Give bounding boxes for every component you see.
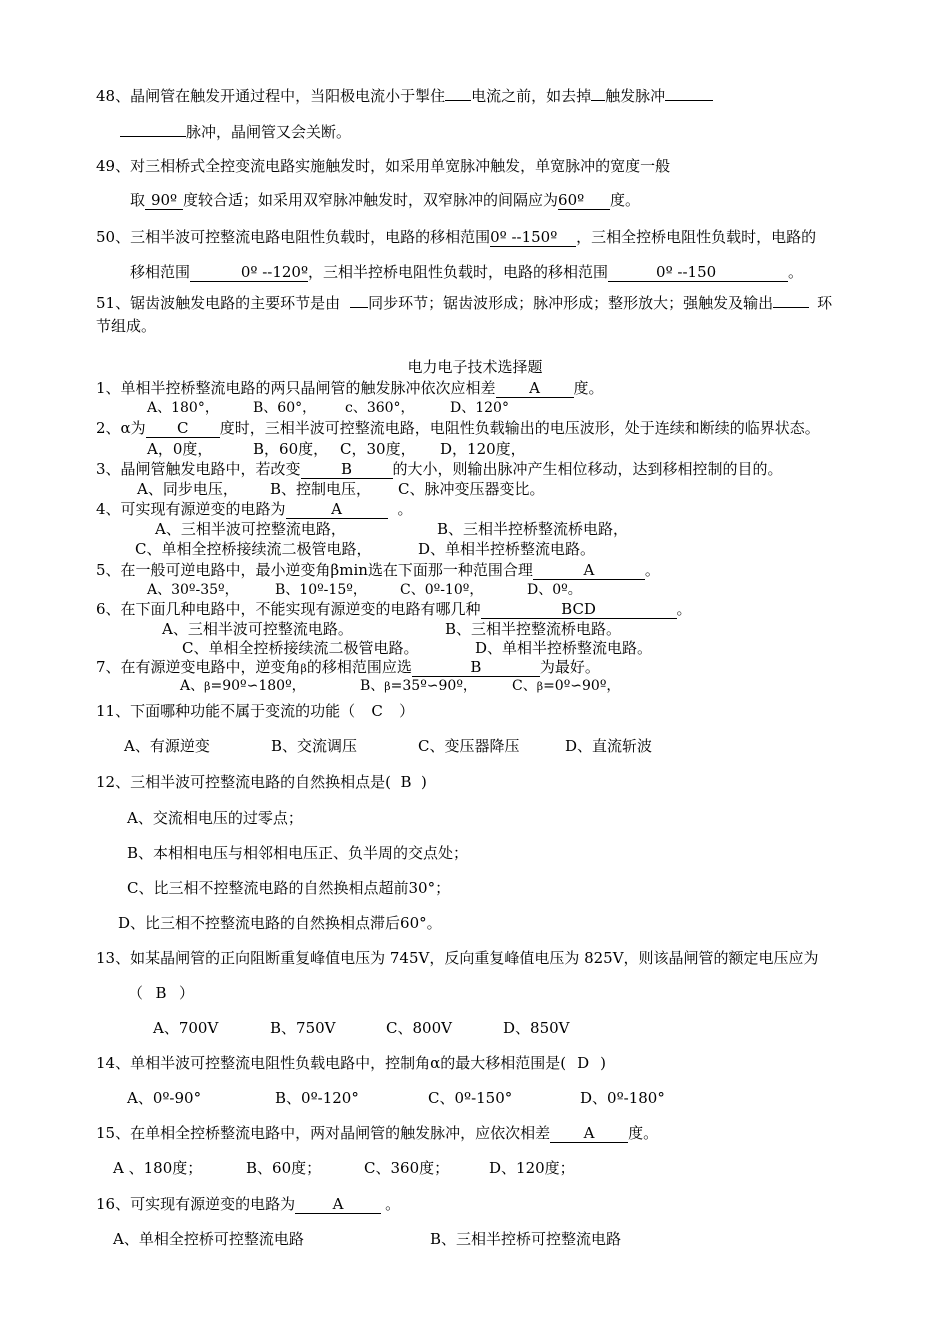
q16-option-a: A、单相全控桥可控整流电路 [113, 1230, 304, 1248]
mc2-stem [96, 418, 820, 438]
q15-option-c: C、360度； [364, 1159, 450, 1177]
q51-line2: 节组成。 [96, 317, 157, 335]
mc1-option-d: D、120° [450, 400, 509, 416]
mc7-option-b-beta: β [384, 680, 391, 693]
q48-blank1 [445, 100, 471, 101]
q51-text-a: 51、锯齿波触发电路的主要环节是由 [96, 294, 341, 312]
q14-text: 14、单相半波可控整流电阻性负载电路中，控制角α的最大移相范围是( [96, 1054, 567, 1072]
mc5-option-d: D、0º。 [527, 582, 582, 598]
mc7-beta: β [300, 662, 307, 675]
q15-text: 15、在单相全控桥整流电路中，两对晶闸管的触发脉冲，应依次相差 [96, 1124, 551, 1142]
mc7-answer: B [412, 659, 540, 677]
mc2-option-c: C，30度， [340, 440, 416, 458]
mc2-option-b: B，60度， [253, 440, 329, 458]
mc3-end: 的大小，则输出脉冲产生相位移动，达到移相控制的目的。 [392, 460, 783, 478]
q48-blank4 [120, 136, 186, 137]
q13-paren-open: （ [128, 984, 144, 1002]
mc1-end: 度。 [573, 379, 604, 397]
q15-stem [96, 1123, 658, 1143]
mc2-end: 度时，三相半波可控整流电路，电阻性负载输出的电压波形，处于连续和断续的临界状态。 [219, 419, 820, 437]
q13-option-b: B、750V [270, 1019, 336, 1037]
q50-text-c: 移相范围 [130, 263, 191, 281]
mc6-answer: BCD [481, 601, 677, 619]
q12-option-a: A、交流相电压的过零点； [127, 809, 303, 827]
q51-text-c: 环 [817, 294, 833, 312]
q14-option-a: A、0º-90° [127, 1089, 202, 1107]
mc4-option-c: C、单相全控桥接续流二极管电路， [135, 540, 372, 558]
mc1-stem [96, 378, 604, 398]
mc7-option-c-label: C、 [512, 678, 537, 694]
mc4-option-a: A、三相半波可控整流电路， [155, 520, 346, 538]
q15-option-d: D、120度； [489, 1159, 575, 1177]
q14-option-c: C、0º-150° [428, 1089, 513, 1107]
q50-line1 [96, 227, 816, 247]
mc7-end: 为最好。 [539, 658, 600, 676]
q50-answer3 [608, 264, 788, 282]
q14-answer: D [577, 1054, 590, 1072]
mc7-option-a-beta: β [204, 680, 211, 693]
q13-paren-close: ） [179, 984, 195, 1002]
q11-option-b: B、交流调压 [271, 737, 358, 755]
mc6-option-d: D、单相半控桥整流电路。 [475, 639, 653, 657]
q11-option-c: C、变压器降压 [418, 737, 520, 755]
q13-option-c: C、800V [386, 1019, 452, 1037]
q15-option-a: A 、180度； [113, 1159, 203, 1177]
mc3-answer: B [301, 461, 393, 479]
mc2-option-d: D，120度， [440, 440, 526, 458]
mc5-text: 5、在一般可逆电路中，最小逆变角βmin选在下面那一种范围合理 [96, 561, 533, 579]
q11-option-d: D、直流斩波 [565, 737, 653, 755]
mc5-stem [96, 560, 660, 580]
q14-option-d: D、0º-180° [580, 1089, 665, 1107]
mc1-text: 1、单相半控桥整流电路的两只晶闸管的触发脉冲依次应相差 [96, 379, 496, 397]
mc1-answer: A [496, 380, 574, 398]
q12-option-b: B、本相相电压与相邻相电压正、负半周的交点处； [127, 844, 469, 862]
mc7-option-a-range: =90º∽180º， [210, 678, 306, 694]
mc2-option-a: A，0度， [147, 440, 213, 458]
q12-end: ) [420, 773, 427, 791]
mc6-option-c: C、单相全控桥接续流二极管电路。 [182, 639, 419, 657]
q16-option-b: B、三相半控桥可控整流电路 [430, 1230, 622, 1248]
mc6-option-a: A、三相半波可控整流电路。 [162, 620, 353, 638]
q16-text: 16、可实现有源逆变的电路为 [96, 1195, 296, 1213]
mc3-text: 3、晶闸管触发电路中，若改变 [96, 460, 301, 478]
q49-line1: 49、对三相桥式全控变流电路实施触发时，如采用单宽脉冲触发，单宽脉冲的宽度一般 [96, 157, 671, 175]
q14-end: ) [600, 1054, 606, 1072]
q49-pre: 取 [130, 191, 146, 209]
mc1-option-c: c、360°， [345, 400, 415, 416]
mc7-option-b-label: B、 [360, 678, 385, 694]
mc4-end: 。 [397, 500, 413, 518]
mc5-option-a: A、30º-35º， [147, 582, 239, 598]
q48-line1 [96, 86, 713, 106]
q48-line2 [120, 122, 351, 142]
mc2-text: 2、α为 [96, 419, 146, 437]
section-title: 电力电子技术选择题 [407, 358, 543, 376]
q16-answer: A [295, 1196, 381, 1214]
mc7-option-c [512, 676, 620, 697]
mc7-text: 7、在有源逆变电路中，逆变角 [96, 658, 301, 676]
mc7-option-a-label: A、 [180, 678, 205, 694]
q48-blank2 [591, 100, 605, 101]
q48-mid2: 触发脉冲 [605, 87, 666, 105]
q48-blank3 [665, 100, 713, 101]
q12-stem [96, 772, 427, 792]
q51-blank2 [773, 307, 809, 308]
mc3-option-a: A、同步电压， [137, 480, 238, 498]
q13-answer-line [128, 983, 194, 1003]
q50-text-d: ，三相半控桥电阻性负载时，电路的移相范围 [308, 263, 609, 281]
mc5-end: 。 [644, 561, 660, 579]
mc5-option-c: C、0º-10º， [400, 582, 484, 598]
mc3-option-b: B、控制电压， [270, 480, 372, 498]
mc5-option-b: B、10º-15º， [275, 582, 367, 598]
mc6-text: 6、在下面几种电路中，不能实现有源逆变的电路有哪几种 [96, 600, 481, 618]
mc7-option-c-beta: β [536, 680, 544, 693]
mc4-option-b: B、三相半控桥整流桥电路， [437, 520, 629, 538]
q49-line2 [130, 190, 640, 210]
q14-stem [96, 1053, 606, 1073]
q48-line2-text: 脉冲，晶闸管又会关断。 [186, 123, 352, 141]
mc7-text2: 的移相范围应选 [306, 658, 412, 676]
mc7-option-c-range: =0º∽90º， [543, 678, 621, 694]
q15-answer: A [550, 1125, 628, 1143]
q11-option-a: A、有源逆变 [124, 737, 210, 755]
q50-answer1: 0º --150º [490, 229, 576, 247]
q50-text-b: ，三相全控桥电阻性负载时，电路的 [576, 228, 817, 246]
q49-end: 度。 [610, 191, 641, 209]
q49-answer2: 60º [558, 192, 610, 210]
q13-option-a: A、700V [153, 1019, 219, 1037]
q11-end: ） [399, 702, 415, 720]
mc7-option-b-range: =35º∽90º， [390, 678, 477, 694]
q12-text: 12、三相半波可控整流电路的自然换相点是( [96, 773, 391, 791]
q50-answer2: 0º --120º [190, 264, 308, 282]
mc2-answer: C [146, 420, 220, 438]
q14-option-b: B、0º-120° [275, 1089, 359, 1107]
mc6-stem [96, 599, 692, 619]
q49-mid: 度较合适；如采用双窄脉冲触发时，双窄脉冲的间隔应为 [183, 191, 559, 209]
q50-line2 [130, 262, 803, 282]
q16-end: 。 [385, 1195, 401, 1213]
mc4-stem [96, 499, 413, 519]
mc6-end: 。 [676, 600, 692, 618]
q50-text-a: 50、三相半波可控整流电路电阻性负载时，电路的移相范围 [96, 228, 491, 246]
q12-option-d: D、比三相不控整流电路的自然换相点滞后60°。 [118, 914, 442, 932]
q48-mid1: 电流之前，如去掉 [471, 87, 592, 105]
q11-text: 11、下面哪种功能不属于变流的功能（ [96, 702, 356, 720]
mc3-option-c: C、脉冲变压器变比。 [398, 480, 545, 498]
mc3-stem [96, 459, 783, 479]
q51-text-b: 同步环节；锯齿波形成；脉冲形成；整形放大；强触发及输出 [368, 294, 774, 312]
q13-answer: B [155, 984, 167, 1002]
q12-option-c: C、比三相不控整流电路的自然换相点超前30°； [127, 879, 451, 897]
q51-blank1 [350, 307, 368, 308]
q48-text: 48、晶闸管在触发开通过程中，当阳极电流小于掣住 [96, 87, 446, 105]
mc4-option-d: D、单相半控桥整流电路。 [418, 540, 596, 558]
mc7-option-b [360, 676, 477, 697]
q11-stem [96, 701, 414, 721]
q51-line1 [96, 293, 832, 313]
mc4-answer: A [286, 501, 388, 519]
mc5-answer: A [533, 562, 645, 580]
mc1-option-b: B、60°， [253, 400, 317, 416]
mc4-text: 4、可实现有源逆变的电路为 [96, 500, 286, 518]
q50-end: 。 [788, 263, 804, 281]
q49-answer1: 90º [145, 192, 183, 210]
q15-end: 度。 [628, 1124, 659, 1142]
q13-stem: 13、如某晶闸管的正向阻断重复峰值电压为 745V，反向重复峰值电压为 825V，则该晶闸管的额定电压应为 [96, 949, 819, 967]
q13-option-d: D、850V [503, 1019, 570, 1037]
q11-answer: C [371, 702, 383, 720]
q16-stem [96, 1194, 400, 1214]
q15-option-b: B、60度； [246, 1159, 322, 1177]
q12-answer: B [400, 773, 412, 791]
q50-answer3-text: 0º --150 [656, 263, 717, 281]
mc6-option-b: B、三相半控整流桥电路。 [445, 620, 622, 638]
mc7-option-a [180, 676, 306, 697]
mc1-option-a: A、180°， [147, 400, 219, 416]
